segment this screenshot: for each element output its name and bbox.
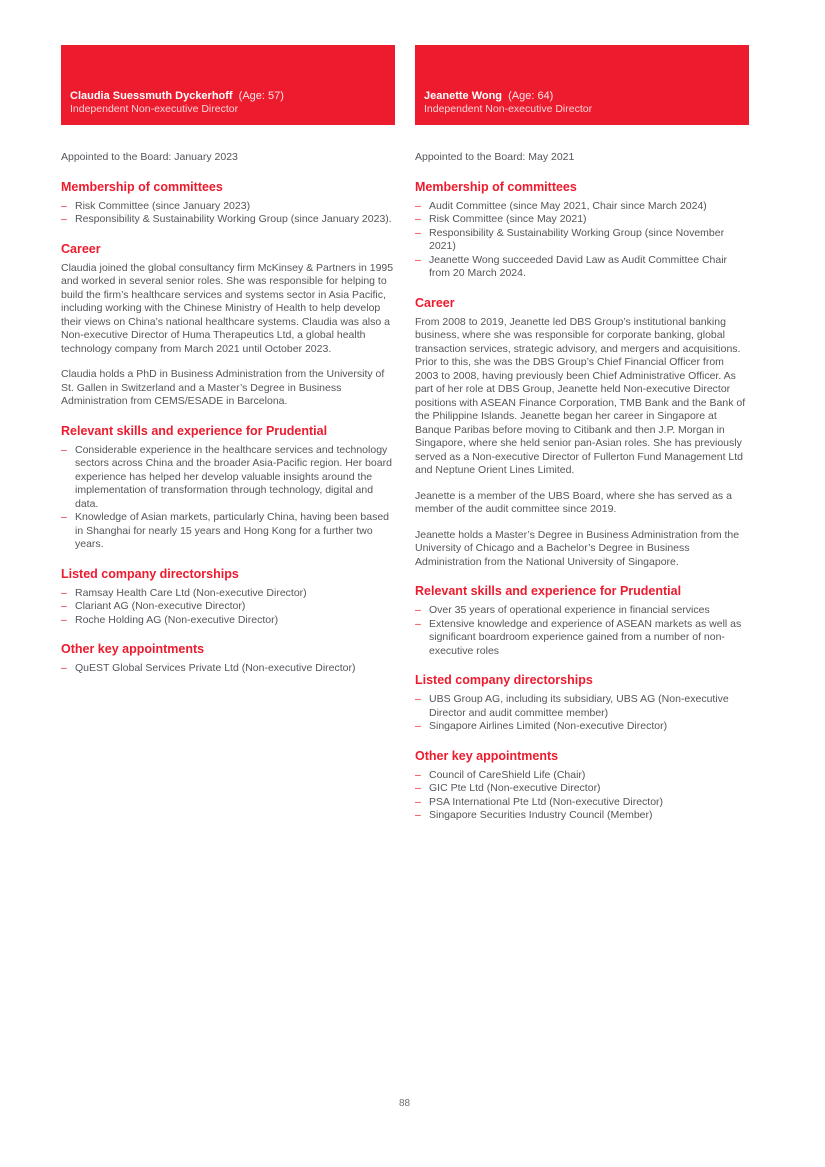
career-heading: Career [415, 295, 455, 310]
dash-bullet: – [61, 213, 67, 225]
director-name: Jeanette Wong [424, 90, 503, 102]
director-name: Claudia Suessmuth Dyckerhoff [70, 90, 233, 102]
dash-bullet: – [415, 795, 421, 808]
list-item-text: Risk Committee (since May 2021) [429, 213, 587, 225]
directorships-heading: Listed company directorships [415, 673, 593, 687]
list-item [61, 662, 395, 676]
list-item-text: Singapore Securities Industry Council (Member) [429, 809, 653, 821]
appointed-line: Appointed to the Board: May 2021 [415, 151, 575, 163]
directorships-heading: Listed company directorships [61, 566, 239, 581]
membership-list [415, 200, 749, 281]
list-item [415, 254, 749, 281]
list-item [61, 444, 395, 512]
career-paragraph: Jeanette is a member of the UBS Board, where she has served as a member of the audit committee since 2019. [415, 489, 732, 515]
list-item-text: Clariant AG (Non-executive Director) [75, 600, 246, 612]
list-item [415, 693, 749, 720]
skills-heading: Relevant skills and experience for Prudential [415, 584, 682, 598]
director-age: (Age: 64) [508, 90, 554, 102]
list-item [415, 227, 749, 254]
list-item [61, 587, 395, 601]
director-profile-claudia [61, 45, 395, 823]
dash-bullet: – [415, 617, 421, 630]
dash-bullet: – [415, 226, 421, 239]
list-item [415, 618, 749, 659]
dash-bullet: – [61, 613, 67, 626]
list-item-text: Roche Holding AG (Non-executive Director) [75, 613, 279, 626]
list-item-text: Extensive knowledge and experience of ASEAN markets as well as significant boardroom experience gained from a number of non-executive roles [429, 617, 742, 657]
list-item [415, 796, 749, 810]
dash-bullet: – [415, 253, 421, 266]
list-item-text: Audit Committee (since May 2021, Chair since March 2024) [429, 199, 707, 212]
director-name-line [70, 90, 385, 103]
list-item [61, 200, 395, 214]
list-item-text: Knowledge of Asian markets, particularly China, having been based in Shanghai for nearly 15 years and Hong Kong for a further two years. [75, 511, 390, 550]
list-item-text: Considerable experience in the healthcare services and technology sectors across China and the broader Asia-Pacific region. Her board experience has helped her develop valuable insights around the implementation of transformation through technology, digital and data. [75, 443, 392, 510]
list-item-text: GIC Pte Ltd (Non-executive Director) [429, 782, 601, 794]
membership-list [61, 200, 395, 227]
dash-bullet: – [415, 782, 421, 794]
list-item-text: QuEST Global Services Private Ltd (Non-executive Director) [75, 662, 356, 674]
list-item-text: Risk Committee (since January 2023) [75, 199, 251, 212]
profile-header-banner [61, 45, 395, 125]
career-heading: Career [61, 241, 101, 256]
membership-heading: Membership of committees [415, 179, 577, 194]
dash-bullet: – [415, 809, 421, 821]
list-item [61, 213, 395, 227]
list-item [415, 769, 749, 783]
career-paragraph: Claudia joined the global consultancy firm McKinsey & Partners in 1995 and worked in several senior roles. She was responsible for helping to build the firm’s healthcare services and systems sector in Asia Pacific, including working with the Chinese Ministry of Health to help develop their views on China’s national healthcare systems. Claudia was also a Non-executive Director of Huma Therapeutics Ltd, a global health technology company from March 2021 until October 2023. [61, 261, 394, 355]
dash-bullet: – [415, 213, 421, 225]
page-number: 88 [398, 1098, 411, 1109]
list-item [415, 782, 749, 796]
dash-bullet: – [61, 511, 67, 523]
profile-columns [61, 45, 749, 823]
director-name-line [424, 90, 739, 103]
list-item-text: Responsibility & Sustainability Working Group (since November 2021) [429, 226, 725, 252]
dash-bullet: – [415, 693, 421, 705]
dash-bullet: – [415, 199, 421, 212]
appointments-heading: Other key appointments [61, 642, 205, 656]
list-item-text: UBS Group AG, including its subsidiary, UBS AG (Non-executive Director and audit committee member) [429, 693, 729, 719]
list-item [415, 604, 749, 618]
list-item-text: PSA International Pte Ltd (Non-executive Director) [429, 795, 664, 808]
career-paragraph: Jeanette holds a Master’s Degree in Business Administration from the University of Chicago and a Bachelor’s Degree in Business Administration from the National University of Singapore. [415, 528, 740, 568]
directorships-list [61, 587, 395, 628]
appointed-line: Appointed to the Board: January 2023 [61, 151, 238, 163]
list-item-text: Over 35 years of operational experience in financial services [429, 604, 710, 616]
director-role: Independent Non-executive Director [424, 103, 593, 115]
appointments-heading: Other key appointments [415, 748, 559, 763]
skills-list [415, 604, 749, 658]
list-item [415, 809, 749, 823]
dash-bullet: – [61, 600, 67, 612]
list-item-text: Council of CareShield Life (Chair) [429, 768, 586, 781]
dash-bullet: – [61, 662, 67, 674]
list-item-text: Responsibility & Sustainability Working Group (since January 2023). [75, 213, 392, 225]
appointments-list [415, 769, 749, 823]
list-item [61, 600, 395, 614]
list-item-text: Jeanette Wong succeeded David Law as Audit Committee Chair from 20 March 2024. [429, 253, 728, 279]
director-profile-jeanette [415, 45, 749, 823]
membership-heading: Membership of committees [61, 179, 223, 194]
list-item-text: Singapore Airlines Limited (Non-executive Director) [429, 720, 668, 732]
career-paragraph: Claudia holds a PhD in Business Administration from the University of St. Gallen in Switzerland and a Master’s Degree in Business Administration from CEMS/ESADE in Barcelona. [61, 368, 385, 407]
dash-bullet: – [61, 586, 67, 599]
profile-header-banner [415, 45, 749, 125]
dash-bullet: – [415, 720, 421, 732]
list-item [61, 511, 395, 552]
dash-bullet: – [61, 443, 67, 456]
list-item [415, 213, 749, 227]
director-role: Independent Non-executive Director [70, 103, 239, 115]
dash-bullet: – [415, 768, 421, 781]
career-paragraph: From 2008 to 2019, Jeanette led DBS Group’s institutional banking business, where she was responsible for corporate banking, global transaction services, strategic advisory, and mergers and acquisitions. Prior to this, she was the DBS Group’s Chief Financial Officer from 2003 to 2008, having previously been Chief Administrative Officer. As part of her role at DBS Group, Jeanette held Non-executive Director positions with ASEAN Finance Corporation, TMB Bank and the Bank of the Philippine Islands. Jeanette began her career in Singapore at Banque Paribas before moving to Citibank and then J.P. Morgan in Singapore, where she held senior pan-Asian roles. She has previously served as a Non-executive Director of Fullerton Fund Management Ltd and Neptune Orient Lines Limited. [415, 315, 746, 476]
director-age: (Age: 57) [238, 90, 284, 102]
directorships-list [415, 693, 749, 734]
list-item-text: Ramsay Health Care Ltd (Non-executive Director) [75, 586, 307, 599]
dash-bullet: – [415, 604, 421, 616]
skills-list [61, 444, 395, 552]
dash-bullet: – [61, 199, 67, 212]
appointments-list [61, 662, 395, 676]
list-item [415, 200, 749, 214]
list-item [415, 720, 749, 734]
skills-heading: Relevant skills and experience for Prudential [61, 423, 328, 438]
list-item [61, 614, 395, 628]
